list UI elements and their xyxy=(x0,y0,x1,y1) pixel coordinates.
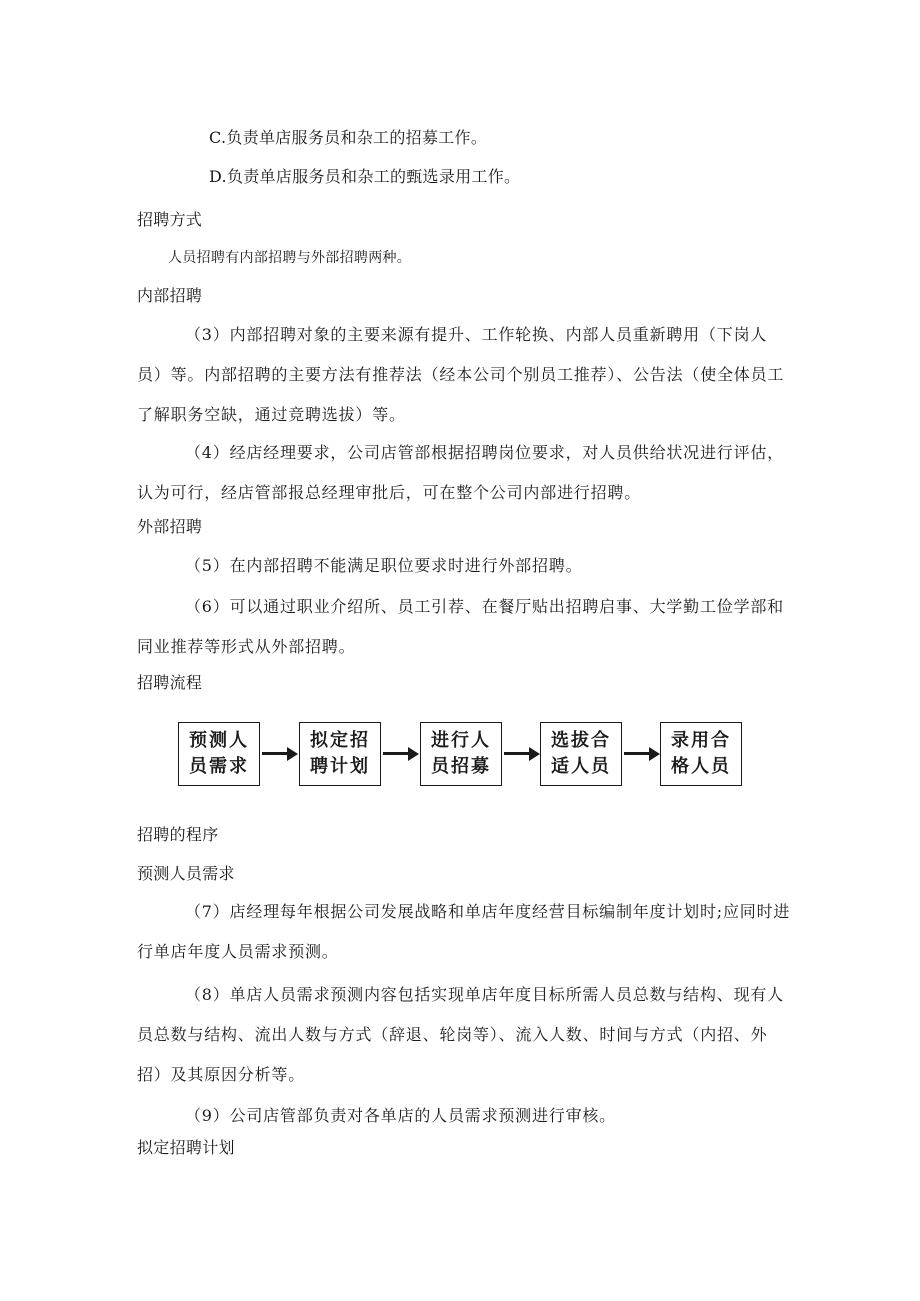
flow-arrow xyxy=(383,752,419,756)
flow-step-line: 选拔合 xyxy=(551,730,611,751)
flow-step-line: 适人员 xyxy=(551,756,611,777)
heading-recruit-method: 招聘方式 xyxy=(137,210,203,229)
item-d: D.负责单店服务员和杂工的甄选录用工作。 xyxy=(209,167,521,186)
heading-plan: 拟定招聘计划 xyxy=(137,1138,235,1157)
recruitment-flowchart xyxy=(178,722,748,790)
flow-arrow xyxy=(504,752,540,756)
flow-step-hire xyxy=(660,722,742,786)
flow-step-line: 进行人 xyxy=(431,730,491,751)
paragraph-5: （5）在内部招聘不能满足职位要求时进行外部招聘。 xyxy=(185,556,583,575)
paragraph-7: （7）店经理每年根据公司发展战略和单店年度经营目标编制年度计划时;应同时进行单店年度人员需求预测。 xyxy=(137,902,791,961)
flow-step-line: 格人员 xyxy=(671,756,731,777)
flow-step-line: 聘计划 xyxy=(310,756,370,777)
flow-step-plan xyxy=(299,722,381,786)
flow-step-line: 员需求 xyxy=(189,756,249,777)
paragraph-4: （4）经店经理要求，公司店管部根据招聘岗位要求，对人员供给状况进行评估，认为可行，经店管部报总经理审批后，可在整个公司内部进行招聘。 xyxy=(137,443,784,502)
intro-text: 人员招聘有内部招聘与外部招聘两种。 xyxy=(168,250,412,266)
heading-forecast: 预测人员需求 xyxy=(137,864,235,883)
flow-step-line: 录用合 xyxy=(671,730,731,751)
flow-step-line: 拟定招 xyxy=(310,730,370,751)
item-c: C.负责单店服务员和杂工的招募工作。 xyxy=(209,128,488,147)
flow-arrow xyxy=(624,752,660,756)
flow-step-line: 预测人 xyxy=(189,730,249,751)
paragraph-3: （3）内部招聘对象的主要来源有提升、工作轮换、内部人员重新聘用（下岗人员）等。内部招聘的主要方法有推荐法（经本公司个别员工推荐）、公告法（使全体员工了解职务空缺，通过竞聘选拔）等。 xyxy=(137,325,785,424)
flow-step-recruit xyxy=(420,722,502,786)
flow-step-select xyxy=(540,722,622,786)
heading-procedure: 招聘的程序 xyxy=(137,825,219,844)
flow-arrow xyxy=(262,752,298,756)
paragraph-8: （8）单店人员需求预测内容包括实现单店年度目标所需人员总数与结构、现有人员总数与结构、流出人数与方式（辞退、轮岗等）、流入人数、时间与方式（内招、外招）及其原因分析等。 xyxy=(137,985,784,1084)
heading-process: 招聘流程 xyxy=(137,673,203,692)
heading-internal: 内部招聘 xyxy=(137,286,203,305)
flow-step-line: 员招募 xyxy=(431,756,491,777)
paragraph-9: （9）公司店管部负责对各单店的人员需求预测进行审核。 xyxy=(185,1106,616,1125)
flow-step-forecast xyxy=(178,722,260,786)
paragraph-6: （6）可以通过职业介绍所、员工引荐、在餐厅贴出招聘启事、大学勤工俭学部和同业推荐等形式从外部招聘。 xyxy=(137,597,784,656)
heading-external: 外部招聘 xyxy=(137,517,203,536)
